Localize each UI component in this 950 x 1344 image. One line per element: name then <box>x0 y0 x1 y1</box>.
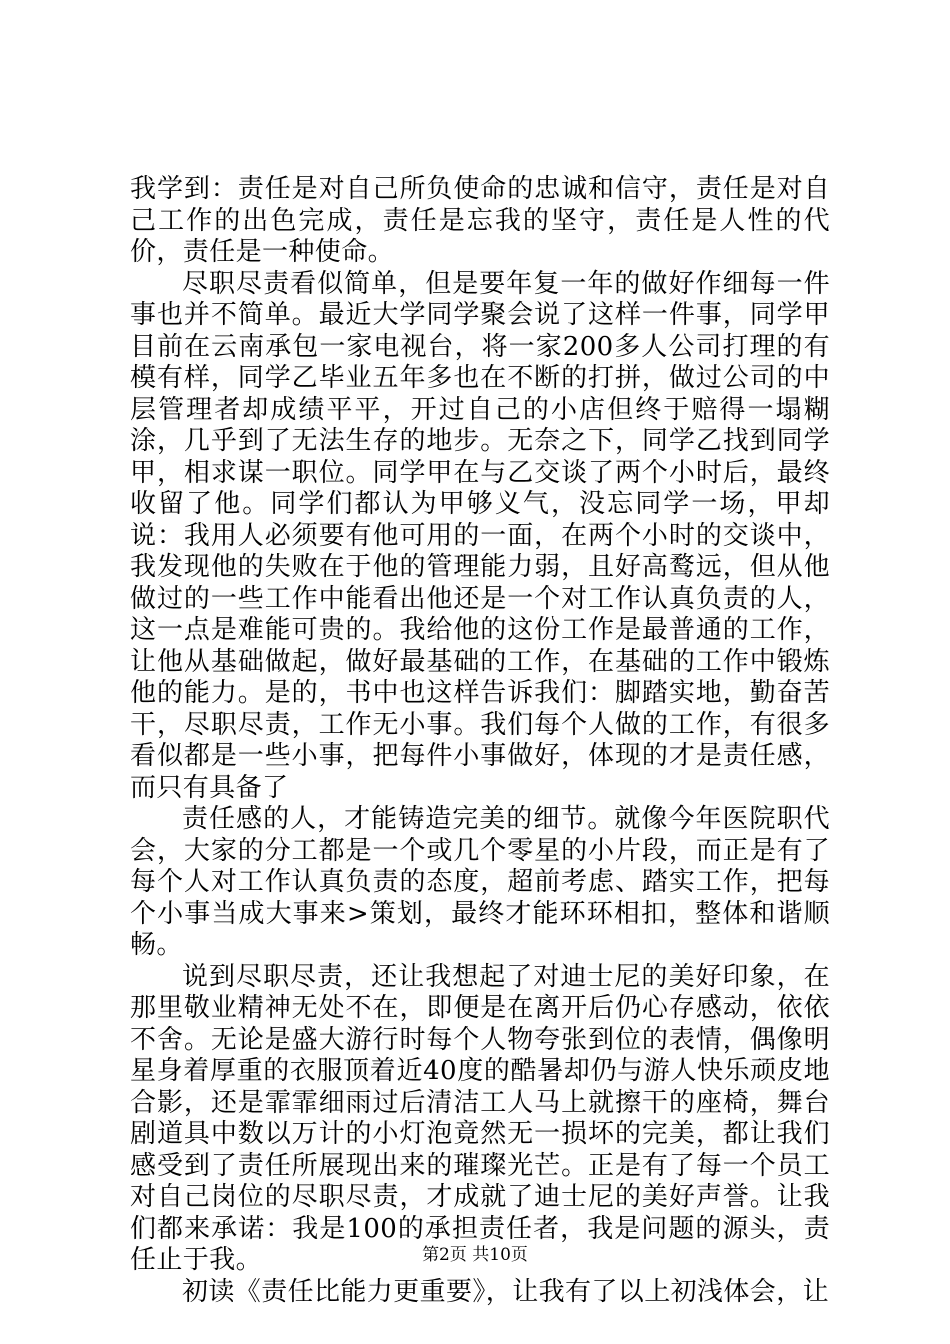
paragraph: 尽职尽责看似简单，但是要年复一年的做好作细每一件事也并不简单。最近大学同学聚会说了这样一件事，同学甲目前在云南承包一家电视台，将一家200多人公司打理的有模有样，同学乙毕业五年多也在不断的打拼，做过公司的中层管理者却成绩平平，开过自己的小店但终于赔得一塌糊涂，几乎到了无法生存的地步。无奈之下，同学乙找到同学甲，相求谋一职位。同学甲在与乙交谈了两个小时后，最终收留了他。同学们都认为甲够义气，没忘同学一场，甲却说：我用人必须要有他可用的一面，在两个小时的交谈中，我发现他的失败在于他的管理能力弱，且好高鹜远，但从他做过的一些工作中能看出他还是一个对工作认真负责的人，这一点是难能可贵的。我给他的这份工作是最普通的工作，让他从基础做起，做好最基础的工作，在基础的工作中锻炼他的能力。是的，书中也这样告诉我们：脚踏实地，勤奋苦干，尽职尽责，工作无小事。我们每个人做的工作，有很多看似都是一些小事，把每件小事做好，体现的才是责任感，而只有具备了 <box>130 268 830 803</box>
paragraph: 初读《责任比能力更重要》，让我有了以上初浅体会，让 <box>182 1276 830 1307</box>
body-text <box>130 174 830 1308</box>
paragraph: 说到尽职尽责，还让我想起了对迪士尼的美好印象，在那里敬业精神无处不在，即便是在离开后仍心存感动，依依不舍。无论是盛大游行时每个人物夸张到位的表情，偶像明星身着厚重的衣服顶着近40度的酷暑却仍与游人快乐顽皮地合影，还是霏霏细雨过后清洁工人马上就擦干的座椅，舞台剧道具中数以万计的小灯泡竟然无一损坏的完美，都让我们感受到了责任所展现出来的璀璨光芒。正是有了每一个员工对自己岗位的尽职尽责，才成就了迪士尼的美好声誉。让我们都来承诺：我是100的承担责任者，我是问题的源头，责任止于我。 <box>130 961 830 1275</box>
page-footer: 第2页 共10页 <box>422 1245 528 1265</box>
paragraph: 责任感的人，才能铸造完美的细节。就像今年医院职代会，大家的分工都是一个或几个零星的小片段，而正是有了每个人对工作认真负责的态度，超前考虑、踏实工作，把每个小事当成大事来>策划，最终才能环环相扣，整体和谐顺畅。 <box>130 804 830 960</box>
paragraph: 我学到：责任是对自己所负使命的忠诚和信守，责任是对自己工作的出色完成，责任是忘我的坚守，责任是人性的代价，责任是一种使命。 <box>130 174 830 267</box>
